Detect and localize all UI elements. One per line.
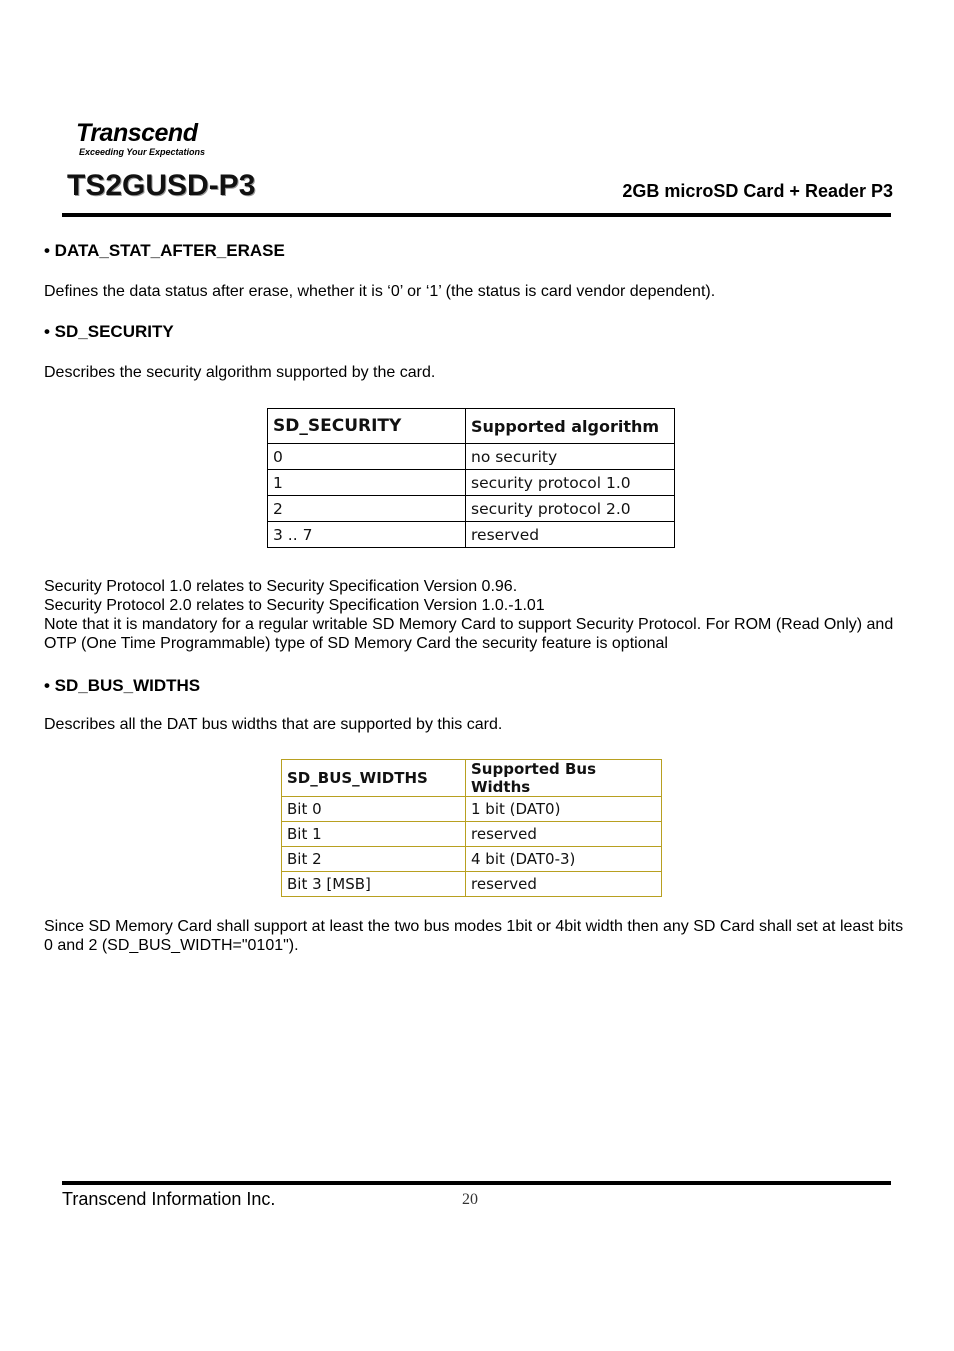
table-row [282,797,662,822]
header-rule [62,213,891,217]
page-number: 20 [462,1191,478,1208]
table-cell: Bit 1 [282,822,466,847]
table-cell: Bit 2 [282,847,466,872]
table-cell: security protocol 1.0 [466,470,675,496]
table-header-row [282,760,662,797]
product-subtitle: 2GB microSD Card + Reader P3 [622,181,893,201]
table-row [268,522,675,548]
table-row [282,822,662,847]
table-cell: 4 bit (DAT0-3) [466,847,662,872]
table-header-cell: SD_SECURITY [268,409,466,444]
footer-rule [62,1181,891,1185]
table-header-cell: SD_BUS_WIDTHS [282,760,466,797]
table-cell: 3 .. 7 [268,522,466,548]
table-cell: 1 bit (DAT0) [466,797,662,822]
heading-sd-bus-widths: • SD_BUS_WIDTHS [44,676,201,695]
table-header-cell: Supported algorithm [466,409,675,444]
table-cell: 2 [268,496,466,522]
logo-wordmark: Transcend [76,119,198,147]
security-table [267,408,675,548]
table-row [268,444,675,470]
security-note-1: Security Protocol 1.0 relates to Security Specification Version 0.96. [44,578,518,595]
sd-bus-widths-description: Describes all the DAT bus widths that are supported by this card. [44,716,503,733]
table-cell: 0 [268,444,466,470]
sd-security-description: Describes the security algorithm supported by the card. [44,364,436,381]
table-header-row [268,409,675,444]
model-title: TS2GUSD-P3 [67,169,256,202]
table-cell: reserved [466,822,662,847]
security-note-2: Security Protocol 2.0 relates to Security Specification Version 1.0.-1.01 [44,597,545,614]
security-note-3: Note that it is mandatory for a regular writable SD Memory Card to support Security Protocol. For ROM (Read Only) and OTP (One Time Programmable) type of SD Memory Card the security feature is optional [44,616,894,652]
table-row [282,872,662,897]
bus-widths-note: Since SD Memory Card shall support at least the two bus modes 1bit or 4bit width then any SD Card shall set at least bits 0 and 2 (SD_BUS_WIDTH="0101"). [44,918,904,954]
table-row [268,496,675,522]
table-cell: 1 [268,470,466,496]
table-cell: no security [466,444,675,470]
security-notes [44,577,904,653]
table-row [282,847,662,872]
table-cell: security protocol 2.0 [466,496,675,522]
heading-data-stat: • DATA_STAT_AFTER_ERASE [44,241,285,260]
data-stat-description: Defines the data status after erase, whether it is ‘0’ or ‘1’ (the status is card vendor dependent). [44,283,716,300]
table-cell: reserved [466,872,662,897]
table-row [268,470,675,496]
table-header-cell: Supported Bus Widths [466,760,662,797]
table-cell: Bit 3 [MSB] [282,872,466,897]
bus-widths-table [281,759,662,897]
footer-company: Transcend Information Inc. [62,1189,276,1209]
logo-tagline: Exceeding Your Expectations [79,147,206,157]
table-cell: reserved [466,522,675,548]
heading-sd-security: • SD_SECURITY [44,322,174,341]
table-cell: Bit 0 [282,797,466,822]
